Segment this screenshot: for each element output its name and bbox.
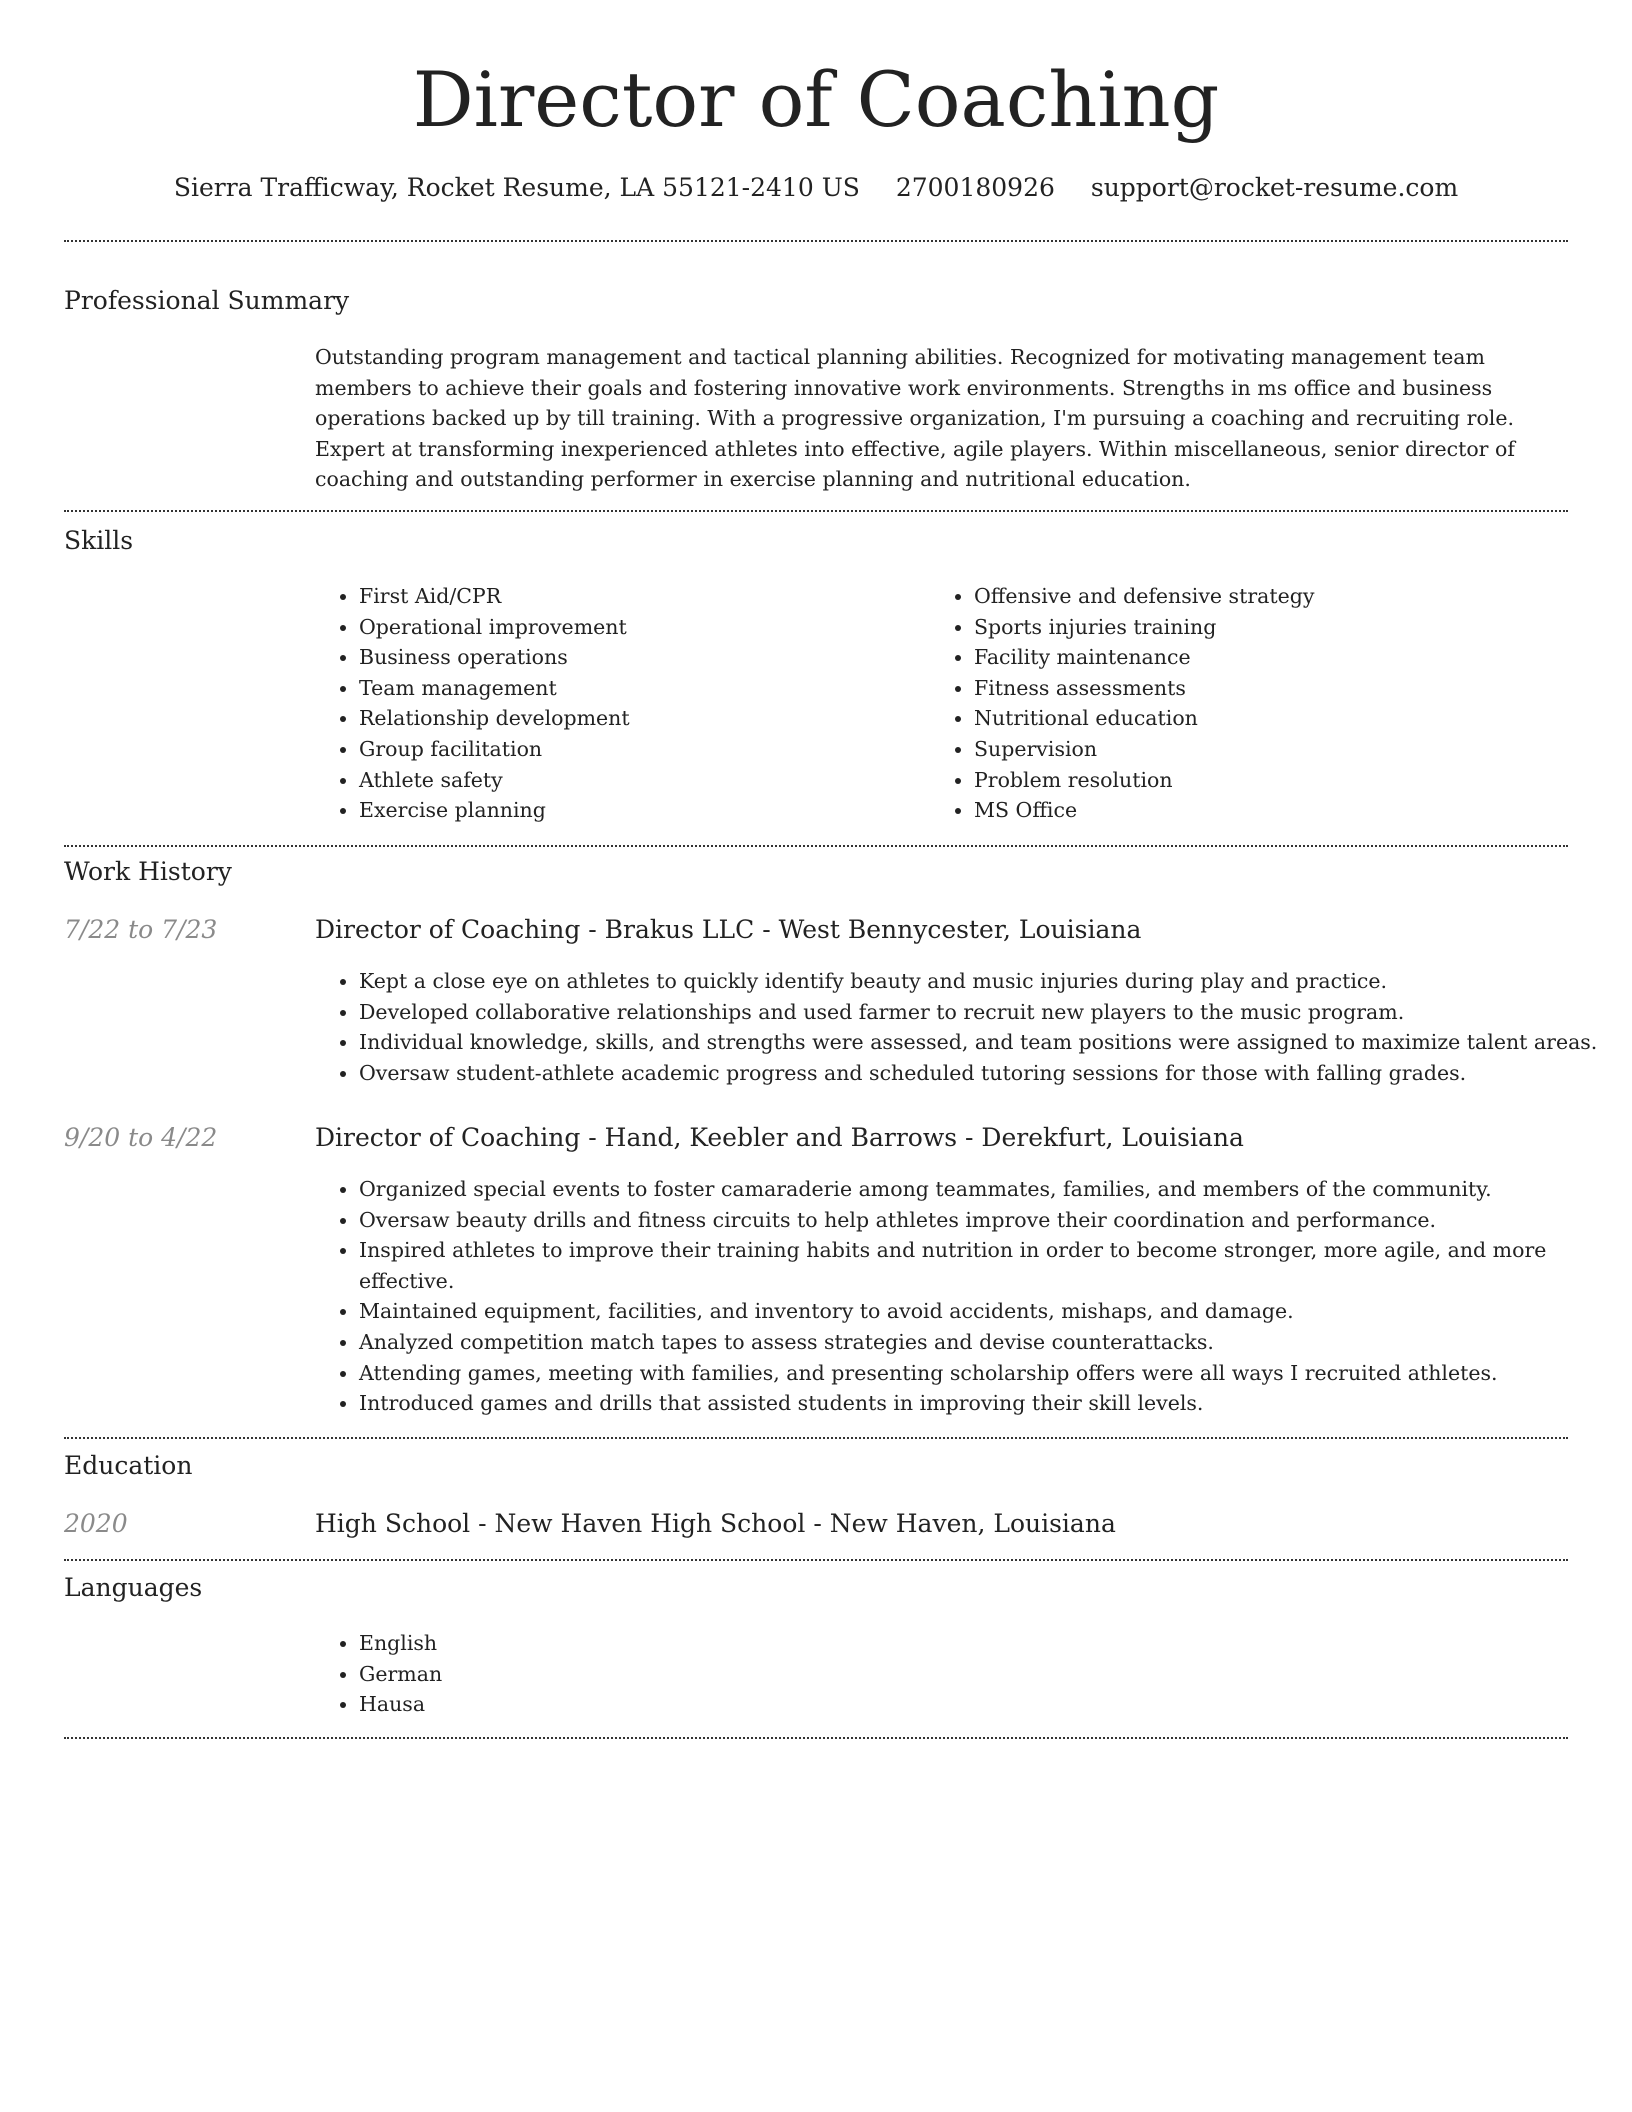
job-bullet: • Introduced games and drills that assisted students in improving their skill levels.: [359, 1388, 1612, 1419]
work-heading: Work History: [64, 857, 232, 886]
education-heading: Education: [64, 1451, 193, 1480]
skill-item: • Operational improvement: [359, 612, 919, 643]
skill-item: • Facility maintenance: [974, 642, 1594, 673]
job-title: Director of Coaching - Brakus LLC - West Bennycester, Louisiana: [315, 915, 1142, 944]
skill-item: • Problem resolution: [974, 765, 1594, 796]
job-bullets: [315, 966, 1612, 1088]
job-bullet: • Attending games, meeting with families, and presenting scholarship offers were all ways I recruited athletes.: [359, 1358, 1612, 1389]
contact-email: support@rocket-resume.com: [1090, 173, 1459, 202]
job-bullet: • Organized special events to foster camaraderie among teammates, families, and members of the community.: [359, 1174, 1612, 1205]
section-divider: [64, 1737, 1568, 1739]
skill-item: • Athlete safety: [359, 765, 919, 796]
job-bullet: • Inspired athletes to improve their training habits and nutrition in order to become stronger, more agile, and more effective.: [359, 1235, 1612, 1296]
section-divider: [64, 845, 1568, 847]
skill-item: • Fitness assessments: [974, 673, 1594, 704]
skill-item: • First Aid/CPR: [359, 581, 919, 612]
skill-item: • Offensive and defensive strategy: [974, 581, 1594, 612]
language-item: • German: [359, 1659, 959, 1690]
skills-list-right: [930, 581, 1594, 826]
job-bullets: [315, 1174, 1612, 1419]
skill-item: • Exercise planning: [359, 795, 919, 826]
language-item: • English: [359, 1628, 959, 1659]
skill-item: • Business operations: [359, 642, 919, 673]
job-dates: 7/22 to 7/23: [64, 915, 218, 944]
summary-text: Outstanding program management and tactical planning abilities. Recognized for motivating management team members to achieve their goals and fostering innovative work environments. Strengths in ms office and business operations backed up by till training. With a progressive organization, I'm pursuing a coaching and recruiting role. Expert at transforming inexperienced athletes into effective, agile players. Within miscellaneous, senior director of coaching and outstanding performer in exercise planning and nutritional education.: [315, 345, 1515, 492]
job-bullet: • Oversaw student-athlete academic progress and scheduled tutoring sessions for those with falling grades.: [359, 1058, 1612, 1089]
job-bullet: • Developed collaborative relationships and used farmer to recruit new players to the music program.: [359, 997, 1612, 1028]
section-divider: [64, 240, 1568, 242]
skill-item: • Sports injuries training: [974, 612, 1594, 643]
contact-address: Sierra Trafficway, Rocket Resume, LA 55121-2410 US: [173, 173, 860, 202]
skill-item: • Group facilitation: [359, 734, 919, 765]
section-divider: [64, 510, 1568, 512]
language-item: • Hausa: [359, 1689, 959, 1720]
job-bullet: • Analyzed competition match tapes to assess strategies and devise counterattacks.: [359, 1327, 1612, 1358]
education-entry: High School - New Haven High School - New Haven, Louisiana: [315, 1509, 1116, 1538]
contact-phone: 2700180926: [895, 173, 1055, 202]
job-dates: 9/20 to 4/22: [64, 1123, 218, 1152]
job-bullet: • Individual knowledge, skills, and strengths were assessed, and team positions were assigned to maximize talent areas.: [359, 1027, 1612, 1058]
job-title: Director of Coaching - Hand, Keebler and Barrows - Derekfurt, Louisiana: [315, 1123, 1244, 1152]
skill-item: • Team management: [359, 673, 919, 704]
skill-item: • MS Office: [974, 795, 1594, 826]
languages-list: [315, 1628, 959, 1720]
job-bullet: • Oversaw beauty drills and fitness circuits to help athletes improve their coordination and performance.: [359, 1205, 1612, 1236]
skills-list-left: [315, 581, 919, 826]
contact-line: [64, 170, 1568, 206]
job-bullet: • Kept a close eye on athletes to quickly identify beauty and music injuries during play and practice.: [359, 966, 1612, 997]
skills-heading: Skills: [64, 526, 134, 555]
section-divider: [64, 1559, 1568, 1561]
skill-item: • Supervision: [974, 734, 1594, 765]
job-bullet: • Maintained equipment, facilities, and inventory to avoid accidents, mishaps, and damage.: [359, 1296, 1612, 1327]
summary-heading: Professional Summary: [64, 286, 350, 315]
education-year: 2020: [64, 1509, 128, 1538]
languages-heading: Languages: [64, 1573, 203, 1602]
section-divider: [64, 1437, 1568, 1439]
resume-title: Director of Coaching: [412, 55, 1220, 144]
skill-item: • Relationship development: [359, 703, 919, 734]
skill-item: • Nutritional education: [974, 703, 1594, 734]
